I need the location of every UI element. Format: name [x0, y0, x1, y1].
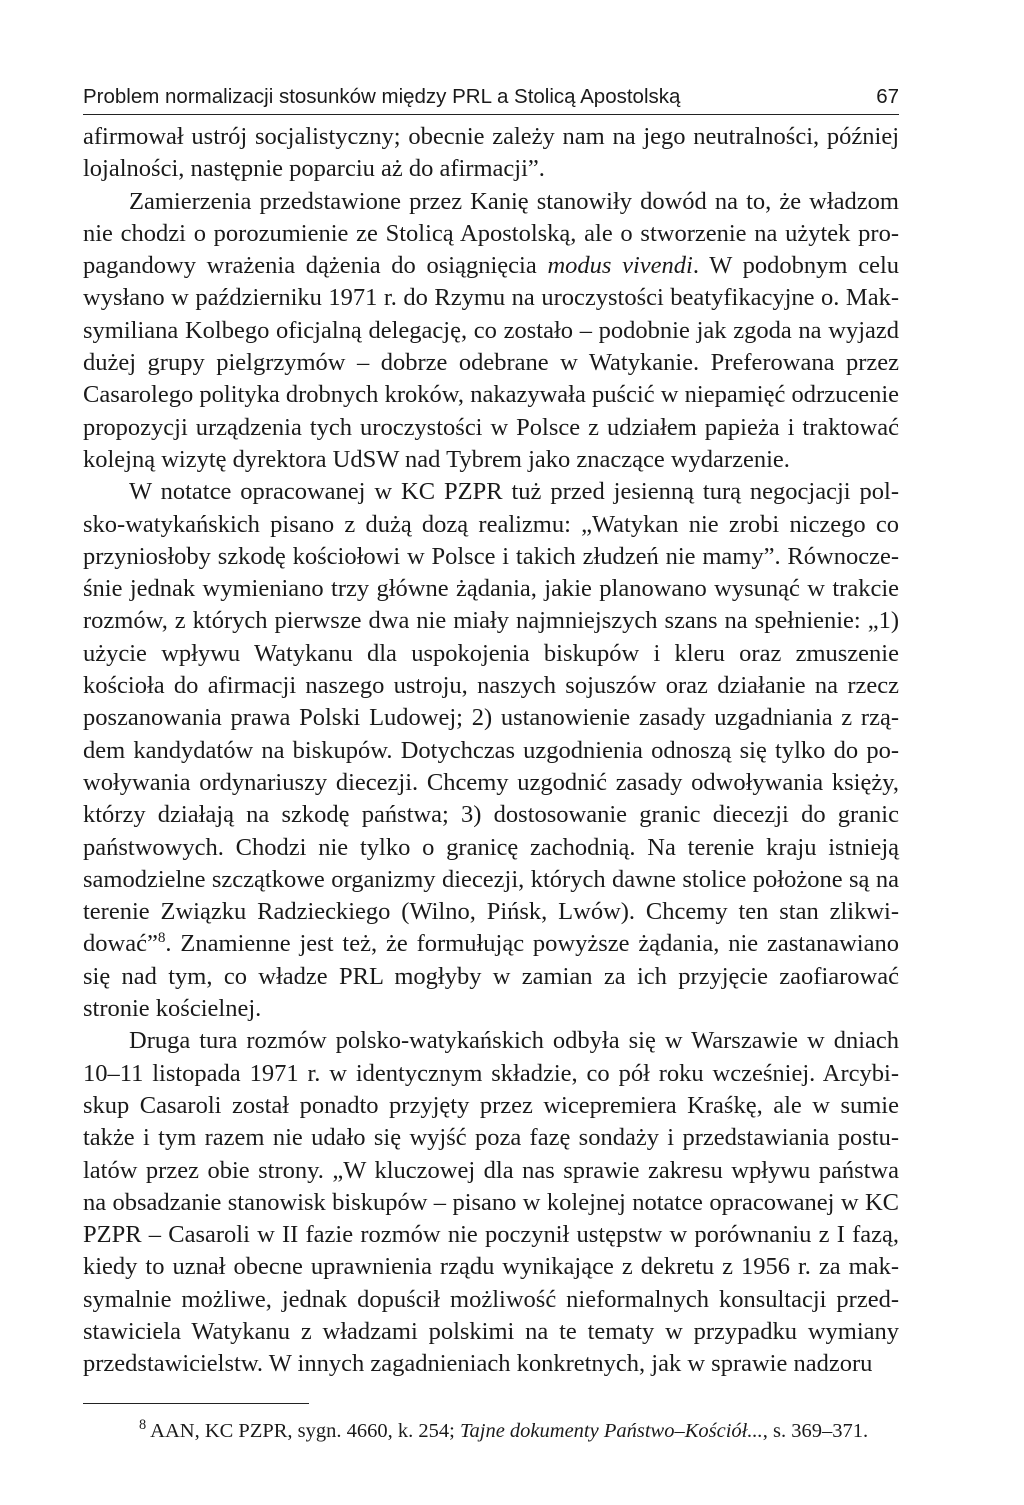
paragraph-1: afirmował ustrój socjalistyczny; obecnie zależy nam na jego neutralności, później lojalności, następnie poparciu aż do afirmacji”.: [83, 123, 899, 183]
footnote-divider: [83, 1403, 309, 1404]
page: [83, 84, 899, 1444]
paragraph-2: Zamierzenia przedstawione przez Kanię stanowiły dowód na to, że władzom nie chodzi o porozumienie ze Stolicą Apostolską, ale o stworzenie na użytek propagandowy wrażenia dążenia do osiągnięcia modus vivendi. W podobnym celu wysłano w październiku 1971 r. do Rzymu na uroczystości beatyfikacyjne o. Maksymiliana Kolbego oficjalną delegację, co zostało – podobnie jak zgoda na wyjazd dużej grupy pielgrzymów – dobrze odebrane w Watykanie. Preferowana przez Casarolego polityka drobnych kroków, nakazywała puścić w niepamięć odrzucenie propozycji urządzenia tych uroczystości w Polsce z udziałem papieża i traktować kolejną wizytę dyrektora UdSW nad Tybrem jako znaczące wydarzenie.: [83, 187, 899, 473]
footnote-italic-title: Tajne dokumenty Państwo–Kościół...: [459, 1419, 763, 1442]
body-text: [83, 121, 899, 1381]
running-header: [83, 84, 899, 115]
footnote-reference[interactable]: 8: [157, 929, 166, 947]
italic-term: modus vivendi: [547, 252, 693, 280]
running-title: Problem normalizacji stosunków między PRL a Stolicą Apostolską: [83, 85, 681, 108]
footnote: $^8$ AAN, KC PZPR, sygn. 4660, k. 254; Tajne dokumenty Państwo–Kościół..., s. 369–371.: [139, 1416, 869, 1442]
footnote-mark: 8: [139, 1416, 147, 1433]
page-number: 67: [876, 85, 899, 108]
paragraph-3: W notatce opracowanej w KC PZPR tuż przed jesienną turą negocjacji polsko-watykańskich pisano z dużą dozą realizmu: „Watykan nie zrobi niczego co przyniosłoby szkodę kościołowi w Polsce i takich złudzeń nie mamy”. Równocześnie jednak wymieniano trzy główne żądania, jakie planowano wysunąć w trakcie rozmów, z których pierwsze dwa nie miały najmniejszych szans na spełnienie: „1) użycie wpływu Watykanu dla uspokojenia biskupów i kleru oraz zmuszenie kościoła do afirmacji naszego ustroju, naszych sojuszów oraz działanie na rzecz poszanowania prawa Polski Ludowej; 2) ustanowienie zasady uzgadniania z rządem kandydatów na biskupów. Dotychczas uzgodnienia odnoszą się tylko do powoływania ordynariuszy diecezji. Chcemy uzgodnić zasady odwoływania księży, którzy działają na szkodę państwa; 3) dostosowanie granic diecezji do granic państwowych. Chodzi nie tylko o granicę zachodnią. Na terenie kraju istnieją samodzielne szczątkowe organizmy diecezji, których dawne stolice położone są na terenie Związku Radzieckiego (Wilno, Pińsk, Lwów). Chcemy ten stan zlikwidować”$^8$. Znamienne jest też, że formułując powyższe żądania, nie zastanawiano się nad tym, co władze PRL mogłyby w zamian za ich przyjęcie zaofiarować stronie kościelnej.: [83, 478, 899, 1023]
paragraph-4: Druga tura rozmów polsko-watykańskich odbyła się w Warszawie w dniach 10–11 listopada 1971 r. w identycznym składzie, co pół roku wcześniej. Arcybiskup Casaroli został ponadto przyjęty przez wicepremiera Kraśkę, ale w sumie także i tym razem nie udało się wyjść poza fazę sondaży i przedstawiania postulatów przez obie strony. „W kluczowej dla nas sprawie zakresu wpływu państwa na obsadzanie stanowisk biskupów – pisano w kolejnej notatce opracowanej w KC PZPR – Casaroli w II fazie rozmów nie poczynił ustępstw w porównaniu z I fazą, kiedy to uznał obecne uprawnienia rządu wynikające z dekretu z 1956 r. za maksymalnie możliwe, jednak dopuścił możliwość nieformalnych konsultacji przedstawiciela Watykanu z władzami polskimi na te tematy w przypadku wymiany przedstawicielstw. W innych zagadnieniach konkretnych, jak w sprawie nadzoru: [83, 1027, 899, 1378]
